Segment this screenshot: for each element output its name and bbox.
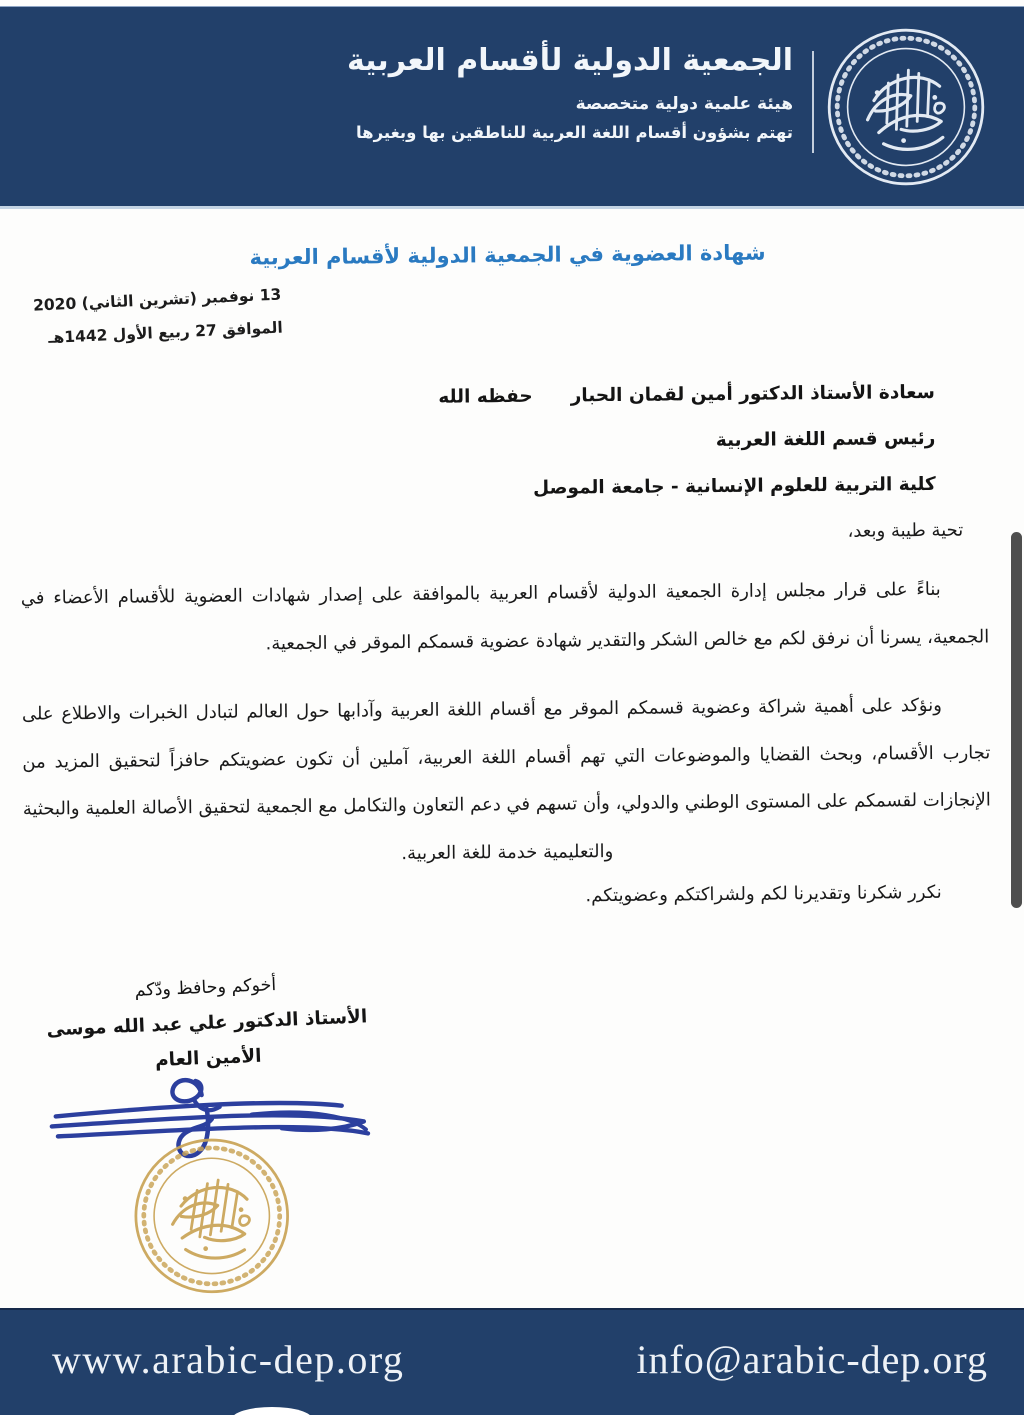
signature-block bbox=[29, 964, 385, 1083]
date-gregorian: 13 نوفمبر (تشرين الثاني) 2020 bbox=[32, 285, 282, 315]
official-stamp-icon bbox=[124, 1129, 299, 1304]
footer-band bbox=[0, 1308, 1024, 1415]
footer-email: info@arabic-dep.org bbox=[636, 1337, 988, 1382]
organization-name: الجمعية الدولية لأقسام العربية bbox=[346, 43, 793, 78]
organization-tagline-1: هيئة علمية دولية متخصصة bbox=[575, 94, 793, 114]
recipient-block bbox=[438, 370, 936, 513]
vertical-scrollbar-thumb[interactable] bbox=[1011, 532, 1022, 908]
recipient-affiliation: كلية التربية للعلوم الإنسانية - جامعة الموصل bbox=[532, 473, 936, 499]
footer-website: www.arabic-dep.org bbox=[52, 1337, 405, 1382]
closing-line: نكرر شكرنا وتقديرنا لكم ولشراكتكم وعضويتكم. bbox=[585, 881, 942, 907]
recipient-blessing: حفظه الله bbox=[438, 385, 533, 408]
greeting-line: تحية طيبة وبعد، bbox=[847, 519, 964, 542]
recipient-position: رئيس قسم اللغة العربية bbox=[715, 427, 936, 452]
signatory-name: الأستاذ الدكتور علي عبد الله موسى bbox=[46, 1006, 368, 1041]
date-hijri: الموافق 27 ربيع الأول 1442هـ bbox=[47, 318, 284, 347]
recipient-name: سعادة الأستاذ الدكتور أمين لقمان الحبار bbox=[570, 381, 935, 407]
date-block bbox=[13, 279, 284, 357]
organization-tagline-2: تهتم بشؤون أقسام اللغة العربية للناطقين بها وبغيرها bbox=[355, 123, 793, 142]
signatory-role: الأمين العام bbox=[154, 1045, 262, 1072]
letter-subject: شهادة العضوية في الجمعية الدولية لأقسام العربية bbox=[249, 240, 766, 270]
body-paragraph-2: ونؤكد على أهمية شراكة وعضوية قسمكم الموقر مع أقسام اللغة العربية وآدابها حول العالم لتبادل الخبرات والاطلاع على تجارب الأقسام، وبحث القضايا والموضوعات التي تهم أقسام اللغة العربية، آملين أن تكون عضويتكم حافزاً لتحقيق المزيد من الإنجازات لقسمكم على المستوى الوطني والدولي، وأن تسهم في دعم التعاون والتكامل مع الجمعية لتحقيق الأصالة العلمية والبحثية والتعليمية خدمة للغة العربية. bbox=[21, 694, 991, 864]
body-paragraph-1: بناءً على قرار مجلس إدارة الجمعية الدولية لأقسام العربية بالموافقة على إصدار شهادات العضوية للأقسام الأعضاء في الجمعية، يسرنا أن نرفق لكم مع خالص الشكر والتقدير شهادة عضوية قسمكم الموقر في الجمعية. bbox=[20, 578, 990, 654]
recipient-salutation-line bbox=[438, 370, 935, 421]
signature-farewell: أخوكم وحافظ ودّكم bbox=[134, 975, 277, 1001]
